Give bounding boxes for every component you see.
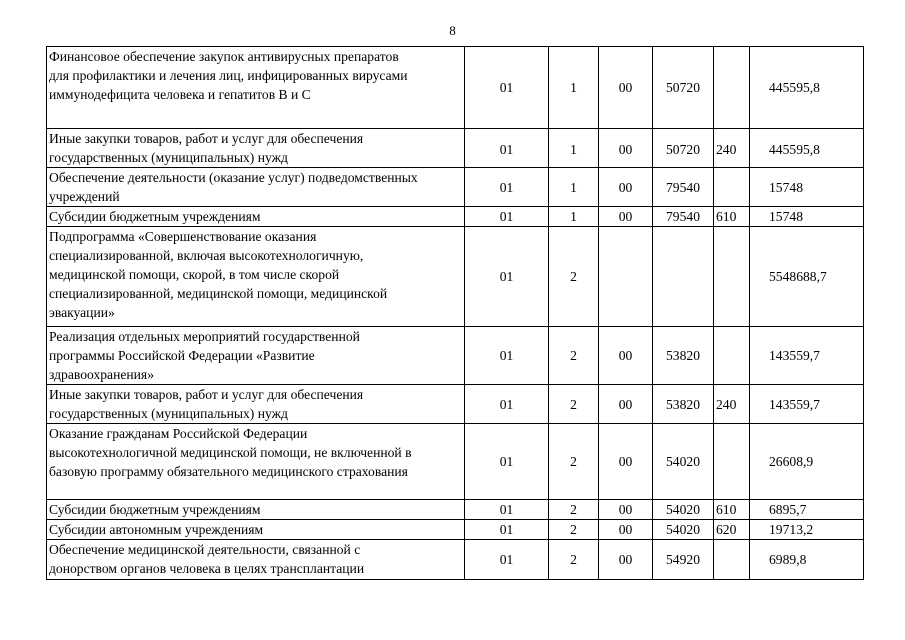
- expense-type-cell: [714, 540, 750, 580]
- amount-cell: 6989,8: [750, 540, 864, 580]
- target-article-cell: 54920: [653, 540, 714, 580]
- section-code-cell: 01: [465, 227, 549, 327]
- section-code-cell: 01: [465, 385, 549, 424]
- target-article-cell: 79540: [653, 168, 714, 207]
- expense-type-cell: 620: [714, 520, 750, 540]
- target-article-cell: 53820: [653, 385, 714, 424]
- subsection-code-cell: 1: [549, 47, 599, 129]
- expense-type-cell: [714, 424, 750, 500]
- item-name-line: Реализация отдельных мероприятий государственной: [49, 329, 360, 344]
- table-row: [47, 520, 864, 540]
- table-row: [47, 129, 864, 168]
- item-name-line: учреждений: [49, 189, 120, 204]
- amount-cell: 143559,7: [750, 385, 864, 424]
- target-article-cell: 54020: [653, 500, 714, 520]
- item-name-line: государственных (муниципальных) нужд: [49, 150, 288, 165]
- amount-cell: 15748: [750, 168, 864, 207]
- item-name-line: специализированной, медицинской помощи, медицинской: [49, 286, 388, 301]
- expense-type-cell: [714, 168, 750, 207]
- table-row: [47, 424, 864, 500]
- program-code-cell: 00: [599, 47, 653, 129]
- item-name-cell: [47, 207, 465, 227]
- expense-type-cell: [714, 227, 750, 327]
- expense-type-cell: [714, 327, 750, 385]
- item-name-line: Субсидии автономным учреждениям: [49, 522, 264, 537]
- subsection-code-cell: 1: [549, 168, 599, 207]
- budget-table-body: [47, 47, 864, 580]
- program-code-cell: 00: [599, 540, 653, 580]
- table-row: [47, 500, 864, 520]
- item-name-line: Финансовое обеспечение закупок антивирусных препаратов: [49, 49, 399, 64]
- section-code-cell: 01: [465, 424, 549, 500]
- section-code-cell: 01: [465, 540, 549, 580]
- item-name-line: медицинской помощи, скорой, в том числе скорой: [49, 267, 340, 282]
- section-code-cell: 01: [465, 129, 549, 168]
- target-article-cell: [653, 227, 714, 327]
- program-code-cell: 00: [599, 424, 653, 500]
- section-code-cell: 01: [465, 327, 549, 385]
- item-name-line: высокотехнологичной медицинской помощи, не включенной в: [49, 445, 412, 460]
- section-code-cell: 01: [465, 168, 549, 207]
- item-name-cell: [47, 500, 465, 520]
- amount-cell: 5548688,7: [750, 227, 864, 327]
- subsection-code-cell: 2: [549, 424, 599, 500]
- target-article-cell: 79540: [653, 207, 714, 227]
- subsection-code-cell: 2: [549, 227, 599, 327]
- program-code-cell: 00: [599, 129, 653, 168]
- table-row: [47, 47, 864, 129]
- section-code-cell: 01: [465, 47, 549, 129]
- table-row: [47, 207, 864, 227]
- target-article-cell: 50720: [653, 47, 714, 129]
- item-name-line: эвакуации»: [49, 305, 115, 320]
- amount-cell: 143559,7: [750, 327, 864, 385]
- item-name-cell: [47, 520, 465, 540]
- program-code-cell: [599, 227, 653, 327]
- program-code-cell: 00: [599, 168, 653, 207]
- item-name-line: иммунодефицита человека и гепатитов В и С: [49, 87, 311, 102]
- amount-cell: 19713,2: [750, 520, 864, 540]
- subsection-code-cell: 1: [549, 129, 599, 168]
- item-name-line: для профилактики и лечения лиц, инфицированных вирусами: [49, 68, 408, 83]
- item-name-line: Субсидии бюджетным учреждениям: [49, 209, 261, 224]
- item-name-cell: [47, 129, 465, 168]
- program-code-cell: 00: [599, 385, 653, 424]
- expense-type-cell: 610: [714, 500, 750, 520]
- item-name-line: Иные закупки товаров, работ и услуг для обеспечения: [49, 131, 364, 146]
- section-code-cell: 01: [465, 520, 549, 540]
- item-name-line: донорством органов человека в целях трансплантации: [49, 561, 365, 576]
- item-name-line: Подпрограмма «Совершенствование оказания: [49, 229, 317, 244]
- table-row: [47, 540, 864, 580]
- program-code-cell: 00: [599, 207, 653, 227]
- program-code-cell: 00: [599, 327, 653, 385]
- amount-cell: 26608,9: [750, 424, 864, 500]
- program-code-cell: 00: [599, 520, 653, 540]
- budget-table: [46, 46, 864, 580]
- section-code-cell: 01: [465, 500, 549, 520]
- item-name-cell: [47, 227, 465, 327]
- item-name-line: базовую программу обязательного медицинского страхования: [49, 464, 408, 479]
- subsection-code-cell: 2: [549, 540, 599, 580]
- section-code-cell: 01: [465, 207, 549, 227]
- item-name-line: программы Российской Федерации «Развитие: [49, 348, 315, 363]
- table-row: [47, 385, 864, 424]
- table-row: [47, 227, 864, 327]
- subsection-code-cell: 1: [549, 207, 599, 227]
- item-name-line: Обеспечение деятельности (оказание услуг) подведомственных: [49, 170, 418, 185]
- subsection-code-cell: 2: [549, 520, 599, 540]
- table-row: [47, 327, 864, 385]
- program-code-cell: 00: [599, 500, 653, 520]
- item-name-cell: [47, 385, 465, 424]
- item-name-line: Субсидии бюджетным учреждениям: [49, 502, 261, 517]
- item-name-cell: [47, 424, 465, 500]
- item-name-line: Обеспечение медицинской деятельности, связанной с: [49, 542, 361, 557]
- expense-type-cell: [714, 47, 750, 129]
- subsection-code-cell: 2: [549, 327, 599, 385]
- expense-type-cell: 610: [714, 207, 750, 227]
- target-article-cell: 54020: [653, 424, 714, 500]
- item-name-line: Оказание гражданам Российской Федерации: [49, 426, 308, 441]
- page-number: 8: [449, 23, 456, 38]
- target-article-cell: 54020: [653, 520, 714, 540]
- amount-cell: 445595,8: [750, 129, 864, 168]
- amount-cell: 6895,7: [750, 500, 864, 520]
- item-name-cell: [47, 168, 465, 207]
- item-name-line: государственных (муниципальных) нужд: [49, 406, 288, 421]
- subsection-code-cell: 2: [549, 385, 599, 424]
- item-name-cell: [47, 327, 465, 385]
- table-row: [47, 168, 864, 207]
- item-name-line: здравоохранения»: [49, 367, 154, 382]
- amount-cell: 445595,8: [750, 47, 864, 129]
- target-article-cell: 53820: [653, 327, 714, 385]
- item-name-line: специализированной, включая высокотехнологичную,: [49, 248, 364, 263]
- item-name-cell: [47, 47, 465, 129]
- subsection-code-cell: 2: [549, 500, 599, 520]
- item-name-cell: [47, 540, 465, 580]
- item-name-line: Иные закупки товаров, работ и услуг для обеспечения: [49, 387, 364, 402]
- target-article-cell: 50720: [653, 129, 714, 168]
- amount-cell: 15748: [750, 207, 864, 227]
- expense-type-cell: 240: [714, 129, 750, 168]
- expense-type-cell: 240: [714, 385, 750, 424]
